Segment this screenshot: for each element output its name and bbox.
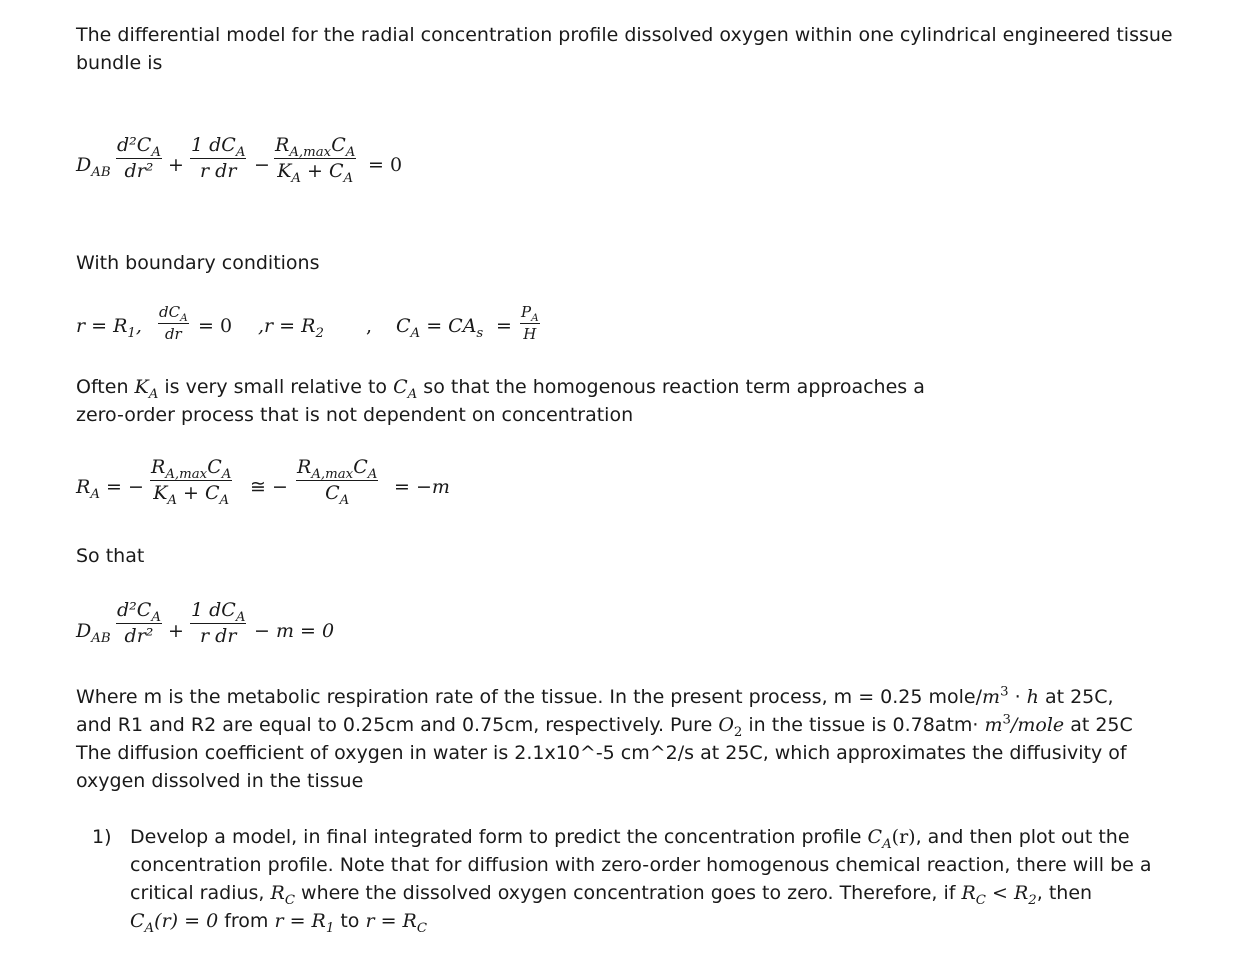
where-line-4: oxygen dissolved in the tissue bbox=[76, 770, 364, 792]
intro-line-2: bundle is bbox=[76, 52, 163, 74]
question-1-line-1: Develop a model, in final integrated form to predict the concentration profile $C_A(r)$, and then plot out the bbox=[130, 826, 1130, 852]
eq3-dab: $D_{AB}$ bbox=[76, 620, 111, 646]
eq1-frac-second-derivative: $\frac{d^2C_A}{\text{dr²}}$ bbox=[117, 134, 161, 182]
where-line-1: Where m is the metabolic respiration rate of the tissue. In the present process, m = 0.25 mole/$m^3 \cdot h$ at 25C, bbox=[76, 684, 1114, 708]
bc-heading: With boundary conditions bbox=[76, 252, 320, 274]
bc-r1: $r = R_1$, bbox=[76, 315, 142, 341]
where-line-2: and R1 and R2 are equal to 0.25cm and 0.75cm, respectively. Pure $O_2$ in the tissue is $0.78atm\cdot m^3$/mole at 25C bbox=[76, 712, 1133, 740]
eq1-frac-reaction: $R_{A,max}C_A$ $K_A + C_A$ bbox=[275, 134, 356, 186]
eq1-plus: + bbox=[168, 154, 184, 176]
eq2-approx: ≅ − bbox=[250, 476, 288, 498]
often-line-2: zero-order process that is not dependent on concentration bbox=[76, 404, 634, 426]
often-line-1: Often $K_A$ is very small relative to $C_A$ so that the homogenous reaction term approaches a bbox=[76, 376, 925, 402]
eq2-ra: $R_A$ bbox=[76, 476, 100, 502]
question-1-line-4: $C_A(r) = 0$ from $r = R_1$ to $r = R_C$ bbox=[130, 910, 428, 936]
where-line-3: The diffusion coefficient of oxygen in water is 2.1x10^-5 cm^2/s at 25C, which approximates the diffusivity of bbox=[76, 742, 1127, 764]
bc-r2: $,r = R_2$ bbox=[258, 315, 324, 341]
intro-line-1: The differential model for the radial concentration profile dissolved oxygen within one cylindrical engineered tissue bbox=[76, 24, 1173, 46]
where-paragraph bbox=[76, 683, 1133, 795]
eq3-frac-first-derivative: 1 $dC_A$ r dr bbox=[191, 599, 246, 647]
question-1-line-3: critical radius, $R_C$ where the dissolved oxygen concentration goes to zero. Therefore, if $R_C < R_2$, then bbox=[130, 882, 1093, 908]
bc-henry-fraction: $\frac{P_A}{H}$ bbox=[521, 303, 539, 343]
intro-paragraph bbox=[76, 21, 1173, 77]
bc-comma: , bbox=[366, 315, 373, 337]
eq3-frac-second-derivative: $\frac{d^2C_A}{\text{dr²}}$ bbox=[117, 599, 161, 647]
so-that: So that bbox=[76, 545, 145, 567]
eq3-tail: − m = 0 bbox=[254, 620, 335, 642]
eq3-plus: + bbox=[168, 620, 184, 642]
eq2-equals-minus: = − bbox=[106, 476, 144, 498]
eq2-frac-full: $R_{A,max}C_A$ $K_A + C_A$ bbox=[151, 456, 232, 508]
eq2-frac-reduced: $R_{A,max}C_A$ $C_A$ bbox=[297, 456, 378, 508]
eq1-minus: − bbox=[254, 154, 270, 176]
eq1-dab: $D_{AB}$ bbox=[76, 154, 111, 180]
bc-equals-zero: = 0 bbox=[198, 315, 233, 337]
often-paragraph bbox=[76, 373, 925, 429]
question-1-number: 1) bbox=[92, 826, 112, 848]
eq1-equals-zero: = 0 bbox=[368, 154, 403, 176]
question-1-line-2: concentration profile. Note that for diffusion with zero-order homogenous chemical reaction, there will be a bbox=[130, 854, 1152, 876]
eq2-tail: = −m bbox=[394, 476, 450, 498]
bc-equals: = bbox=[496, 315, 512, 337]
bc-ca-equals-cas: $C_A = CA_s$ bbox=[396, 315, 484, 341]
question-1-text bbox=[130, 823, 1152, 935]
bc-derivative: $dC_A$ dr bbox=[159, 303, 188, 343]
eq1-frac-first-derivative: 1 $dC_A$ r dr bbox=[191, 134, 246, 182]
